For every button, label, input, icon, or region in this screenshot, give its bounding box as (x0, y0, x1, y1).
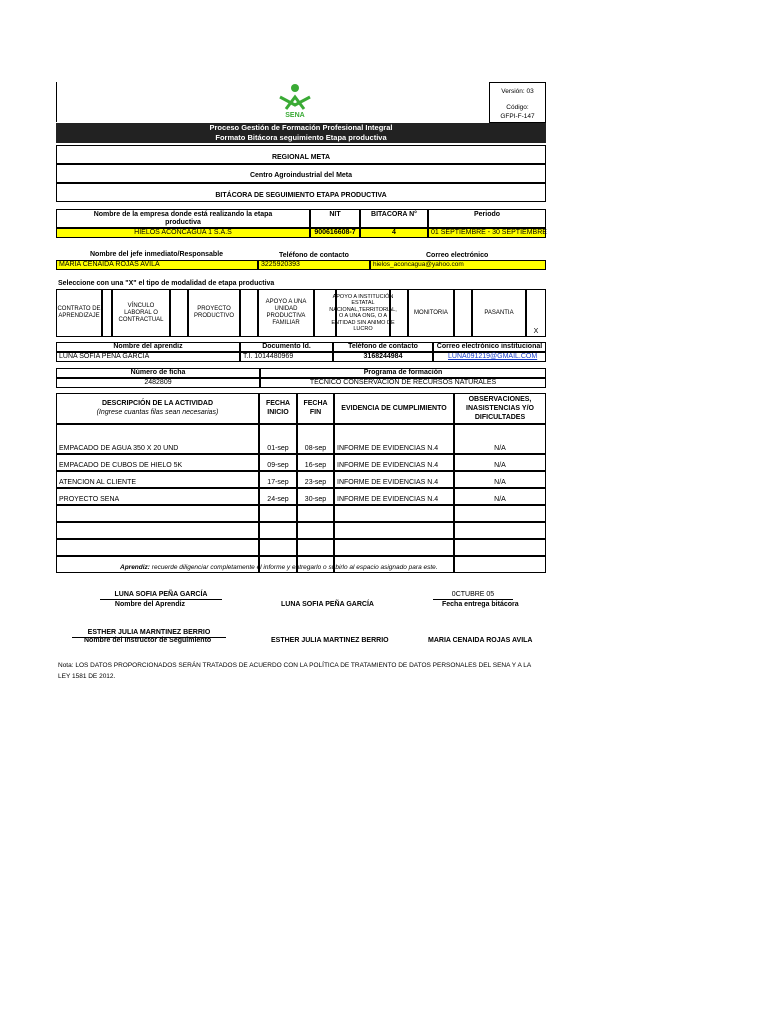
activity-fin: 08-sep (304, 445, 327, 452)
codigo-value: GFPI-F-147 (500, 113, 535, 120)
periodo-value-cell[interactable] (428, 228, 546, 238)
formato-bar: Formato Bitácora seguimiento Etapa productiva (56, 133, 546, 143)
activity-inicio-cell[interactable] (259, 471, 297, 488)
activity-desc: EMPACADO DE CUBOS DE HIELO 5K (59, 462, 183, 469)
jefe-email-label: Correo electrónico (426, 252, 489, 259)
aprendiz-name-print: LUNA SOFIA PEÑA GARCÍA (281, 601, 374, 608)
periodo-label-cell (428, 209, 546, 228)
activity-fin-cell[interactable] (297, 488, 334, 505)
activity-desc: EMPACADO DE AGUA 350 X 20 UND (59, 445, 179, 452)
col-desc-subtitle: (Ingrese cuantas filas sean necesarias) (96, 409, 219, 416)
modalidad-monitoria-mark[interactable] (454, 289, 472, 337)
aprendiz-email-label: Correo electrónico institucional (436, 343, 543, 350)
version-box (489, 82, 546, 123)
activity-obs-cell[interactable] (454, 539, 546, 556)
modalidad-proyecto-label: PROYECTO PRODUCTIVO (193, 306, 234, 319)
activity-evidencia-cell[interactable] (334, 505, 454, 522)
activity-inicio-cell[interactable] (259, 424, 297, 454)
activity-inicio-cell[interactable] (259, 488, 297, 505)
aprendiz-email-link[interactable]: LUNA091219@GMAIL.COM (448, 353, 538, 360)
col-evidencia-header (334, 393, 454, 424)
col-inicio-title-1: FECHA (265, 400, 291, 407)
aprendiz-name-label-cell (56, 342, 240, 352)
activity-inicio: 01-sep (267, 445, 289, 452)
modalidad-estatal-label: APOYO A INSTITUCIÓN ESTATAL NACIONAL,TERRITORIAL, O A UNA ONG, O A ENTIDAD SIN ANIMO DE LUCRO (329, 293, 397, 332)
ficha-label: Número de ficha (130, 369, 186, 376)
modalidad-proyecto-mark[interactable] (240, 289, 258, 337)
activity-fin: 16-sep (304, 462, 327, 469)
bitacora-title-box (56, 183, 546, 202)
activity-obs-cell[interactable] (454, 471, 546, 488)
activity-obs: N/A (494, 479, 506, 486)
jefe-name: MARIA CENAIDA ROJAS AVILA (59, 261, 160, 268)
activity-fin: 30-sep (304, 496, 327, 503)
activity-evidencia-cell[interactable] (334, 471, 454, 488)
empresa-name-cell[interactable] (56, 228, 310, 238)
jefe-phone: 3225920393 (261, 261, 300, 268)
activity-obs: N/A (494, 445, 506, 452)
activity-evidencia: INFORME DE EVIDENCIAS N.4 (337, 462, 439, 469)
modalidad-familiar[interactable] (258, 289, 314, 337)
activity-inicio-cell[interactable] (259, 539, 297, 556)
activity-inicio: 24-sep (267, 496, 289, 503)
activity-evidencia-cell[interactable] (334, 424, 454, 454)
activity-desc-cell[interactable] (56, 539, 259, 556)
ficha-value-cell[interactable] (56, 378, 260, 388)
col-fin-title-1: FECHA (303, 400, 328, 407)
col-desc-title: DESCRIPCIÓN DE LA ACTIVIDAD (101, 400, 214, 407)
aprendiz-email-cell[interactable] (433, 352, 546, 362)
activity-obs: N/A (494, 462, 506, 469)
nit-value: 900616608-7 (314, 229, 356, 236)
jefe-phone-cell[interactable] (258, 260, 370, 270)
activity-desc-cell[interactable] (56, 505, 259, 522)
aprendiz-email-label-cell (433, 342, 546, 352)
jefe-name-print: MARIA CENAIDA ROJAS AVILA (428, 637, 533, 644)
aprendiz-signature-label: Nombre del Aprendiz (114, 601, 186, 608)
activity-desc: PROYECTO SENA (59, 496, 120, 503)
aprendiz-phone-cell[interactable] (333, 352, 433, 362)
centro-box (56, 164, 546, 183)
modalidad-familiar-label: APOYO A UNA UNIDAD PRODUCTIVA FAMILIAR (265, 299, 307, 326)
col-fin-title-2: FIN (309, 409, 322, 416)
logo-text: SENA (285, 112, 305, 119)
programa-value-cell[interactable] (260, 378, 546, 388)
nit-label: NIT (329, 211, 341, 218)
modalidad-pasantia[interactable] (472, 289, 526, 337)
programa-value: TÉCNICO CONSERVACIÓN DE RECURSOS NATURALES (309, 379, 497, 386)
modalidad-pasantia-mark[interactable] (526, 289, 546, 337)
activity-evidencia-cell[interactable] (334, 539, 454, 556)
col-obs-title-3: DIFICULTADES (474, 414, 526, 421)
activity-inicio-cell[interactable] (259, 522, 297, 539)
instructor-signature: ESTHER JULIA MARNTINEZ BERRIO (72, 629, 226, 638)
activity-fin-cell[interactable] (297, 471, 334, 488)
bitacora-value: 4 (392, 229, 396, 236)
modalidad-prompt: Seleccione con una "X" el tipo de modalidad de etapa productiva (58, 280, 275, 287)
activity-obs-cell[interactable] (454, 556, 546, 573)
bitacora-title: BITÁCORA DE SEGUIMIENTO ETAPA PRODUCTIVA (215, 192, 387, 199)
aprendiz-name-label: Nombre del aprendiz (113, 343, 183, 350)
activity-inicio-cell[interactable] (259, 505, 297, 522)
col-desc-header (56, 393, 259, 424)
jefe-name-cell[interactable] (56, 260, 258, 270)
jefe-email: hielos_aconcagua@yahoo.com (373, 261, 464, 268)
centro-text: Centro Agroindustrial del Meta (249, 172, 353, 179)
regional-text: REGIONAL META (271, 154, 331, 161)
bitacora-label: BITACORA N° (371, 211, 417, 218)
programa-label: Programa de formación (363, 369, 443, 376)
activity-evidencia-cell[interactable] (334, 488, 454, 505)
modalidad-estatal-mark[interactable] (390, 289, 408, 337)
modalidad-contrato[interactable] (56, 289, 102, 337)
activity-fin: 23-sep (304, 479, 327, 486)
col-inicio-title-2: INICIO (267, 409, 289, 416)
instructor-name-print: ESTHER JULIA MARTINEZ BERRIO (271, 637, 389, 644)
modalidad-vinculo-mark[interactable] (170, 289, 188, 337)
jefe-phone-label: Teléfono de contacto (279, 252, 349, 259)
activity-desc: ATENCION AL CLIENTE (59, 479, 137, 486)
activity-desc-cell[interactable] (56, 454, 259, 471)
ficha-value: 2482809 (144, 379, 172, 386)
fecha-entrega-value: 0CTUBRE 05 (433, 591, 513, 600)
activity-obs-cell[interactable] (454, 488, 546, 505)
activity-fin-cell[interactable] (297, 454, 334, 471)
activity-evidencia-cell[interactable] (334, 454, 454, 471)
aprendiz-doc: T.I. 1014480969 (243, 353, 294, 360)
left-border-line (56, 82, 57, 122)
modalidad-monitoria-label: MONITORIA (414, 309, 448, 316)
col-evidencia-title: EVIDENCIA DE CUMPLIMIENTO (341, 405, 447, 412)
empresa-label-cell (56, 209, 310, 228)
activity-obs-cell[interactable] (454, 424, 546, 454)
activity-desc-cell[interactable] (56, 488, 259, 505)
aprendiz-phone-label-cell (333, 342, 433, 352)
periodo-value: 01 SEPTIEMBRE - 30 SEPTIEMBRE (431, 229, 547, 236)
aprendiz-phone: 3168244984 (363, 353, 403, 360)
aprendiz-name: LUNA SOFIA PEÑA GARCÍA (59, 353, 150, 360)
activity-inicio: 09-sep (267, 462, 289, 469)
bitacora-value-cell[interactable] (360, 228, 428, 238)
aprendiz-note-text: recuerde diligenciar completamente el informe y entregarlo o subirlo al espacio asignado para este. (149, 564, 438, 571)
empresa-name: HIELOS ACONCAGUA 1 S.A.S (134, 229, 232, 236)
aprendiz-note (120, 564, 438, 572)
modalidad-vinculo-label: VÍNCULO LABORAL O CONTRACTUAL (118, 302, 164, 323)
modalidad-proyecto[interactable] (188, 289, 240, 337)
aprendiz-phone-label: Teléfono de contacto (348, 343, 418, 350)
empresa-label-1: Nombre de la empresa donde está realizando la etapa (93, 211, 273, 218)
modalidad-contrato-label: CONTRATO DE APRENDIZAJE (57, 306, 101, 319)
activity-desc-cell[interactable] (56, 424, 259, 454)
activity-fin-cell[interactable] (297, 505, 334, 522)
activity-obs-cell[interactable] (454, 505, 546, 522)
jefe-name-label: Nombre del jefe inmediato/Responsable (90, 251, 224, 258)
modalidad-pasantia-label: PASANTIA (484, 309, 514, 316)
ficha-label-cell (56, 368, 260, 378)
modalidad-contrato-mark[interactable] (102, 289, 112, 337)
activity-evidencia: INFORME DE EVIDENCIAS N.4 (337, 445, 439, 452)
col-fin-header (297, 393, 334, 424)
aprendiz-doc-cell[interactable] (240, 352, 333, 362)
aprendiz-note-bold: Aprendiz: (120, 564, 150, 571)
col-obs-title-2: INASISTENCIAS Y/O (466, 405, 534, 412)
activity-obs: N/A (494, 496, 506, 503)
proceso-bar: Proceso Gestión de Formación Profesional Integral (56, 123, 546, 133)
empresa-label-2: productiva (165, 219, 201, 226)
modalidad-monitoria[interactable] (408, 289, 454, 337)
bitacora-label-cell (360, 209, 428, 228)
aprendiz-name-cell[interactable] (56, 352, 240, 362)
nota-line-1: Nota: LOS DATOS PROPORCIONADOS SERÁN TRATADOS DE ACUERDO CON LA POLÍTICA DE TRATAMIENTO DE DATOS PERSONALES DEL SENA Y A LA (58, 662, 532, 669)
activity-obs-cell[interactable] (454, 522, 546, 539)
periodo-label: Periodo (473, 211, 501, 218)
jefe-email-cell[interactable] (370, 260, 546, 270)
activity-inicio-cell[interactable] (259, 454, 297, 471)
instructor-signature-label: Nombre del Instructor de Seguimiento (84, 637, 212, 644)
activity-fin-cell[interactable] (297, 424, 334, 454)
aprendiz-doc-label-cell (240, 342, 333, 352)
programa-label-cell (260, 368, 546, 378)
activity-obs-cell[interactable] (454, 454, 546, 471)
activity-desc-cell[interactable] (56, 522, 259, 539)
aprendiz-doc-label: Documento Id. (262, 343, 311, 350)
activity-evidencia-cell[interactable] (334, 522, 454, 539)
fecha-entrega-label: Fecha entrega bitácora (442, 601, 519, 608)
activity-evidencia: INFORME DE EVIDENCIAS N.4 (337, 496, 439, 503)
pasantia-x-mark: X (533, 328, 539, 335)
regional-box (56, 145, 546, 164)
modalidad-estatal[interactable] (329, 289, 397, 337)
col-obs-header (454, 393, 546, 424)
nit-value-cell[interactable] (310, 228, 360, 238)
aprendiz-signature: LUNA SOFIA PEÑA GARCÍA (100, 591, 222, 600)
col-obs-title-1: OBSERVACIONES, (468, 396, 532, 403)
activity-desc-cell[interactable] (56, 471, 259, 488)
activity-fin-cell[interactable] (297, 522, 334, 539)
activity-inicio: 17-sep (267, 479, 289, 486)
col-inicio-header (259, 393, 297, 424)
modalidad-vinculo[interactable] (112, 289, 170, 337)
activity-fin-cell[interactable] (297, 539, 334, 556)
version-text: Versión: 03 (501, 88, 534, 95)
codigo-label: Código: (506, 104, 529, 111)
activity-evidencia: INFORME DE EVIDENCIAS N.4 (337, 479, 439, 486)
nota-line-2: LEY 1581 DE 2012. (58, 673, 116, 680)
nit-label-cell (310, 209, 360, 228)
sena-logo (270, 83, 320, 121)
